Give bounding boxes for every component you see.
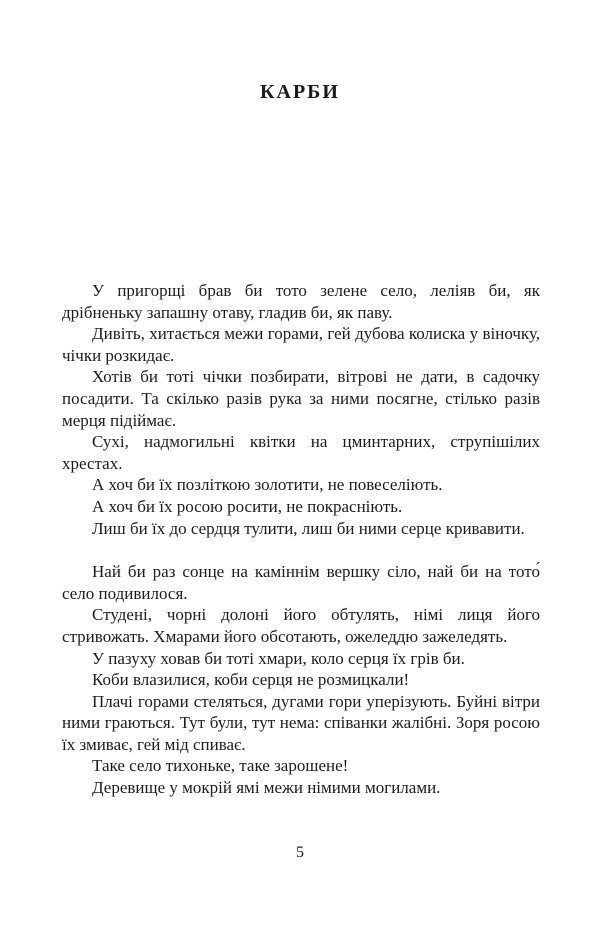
text-block — [62, 280, 540, 799]
page-title: КАРБИ — [260, 81, 340, 103]
paragraph: Сухі, надмогильні квітки на цминтарних, струпішілих хрестах. — [62, 432, 540, 473]
paragraph: А хоч би їх росою росити, не покрасніють. — [92, 496, 403, 516]
paragraph: Лиш би їх до сердця тулити, лиш би ними серце кривавити. — [92, 518, 525, 538]
section-two — [62, 561, 540, 799]
paragraph: Коби влазилися, коби серця не розмицкали! — [92, 670, 410, 690]
paragraph: Деревище у мокрій ямі межи німими могилами. — [92, 778, 441, 798]
section-one — [62, 280, 540, 539]
paragraph: Хотів би тоті чічки позбирати, вітрові не дати, в садочку посадити. Та скілько разів рука за ними посягне, стілько разів мерця підіймає. — [62, 367, 540, 430]
paragraph: Студені, чорні долоні його обтулять, німі лиця його стривожать. Хмарами його обсотають, ожеледдю зажеледять. — [62, 605, 540, 646]
paragraph: У пригорщі брав би тото зелене село, леліяв би, як дрібненьку запашну отаву, гладив би, як паву. — [62, 281, 540, 322]
page-number: 5 — [296, 844, 304, 861]
section-break — [62, 539, 540, 561]
paragraph: Дивіть, хитається межи горами, гей дубова колиска у віночку, чічки розкидає. — [62, 324, 540, 365]
paragraph: Плачі горами стеляться, дугами гори уперізують. Буйні вітри ними граються. Тут були, тут нема: співанки жалібні. Зоря росою їх змиває, гей мід спиває. — [62, 691, 540, 754]
paragraph: А хоч би їх позліткою золотити, не повеселіють. — [92, 475, 443, 495]
paragraph: Таке село тихоньке, таке зарошене! — [92, 756, 349, 776]
paragraph: Най би раз сонце на каміннім вершку сіло, най би на тото́ село подивилося. — [62, 562, 540, 603]
paragraph: У пазуху ховав би тоті хмари, коло серця їх грів би. — [92, 648, 465, 668]
